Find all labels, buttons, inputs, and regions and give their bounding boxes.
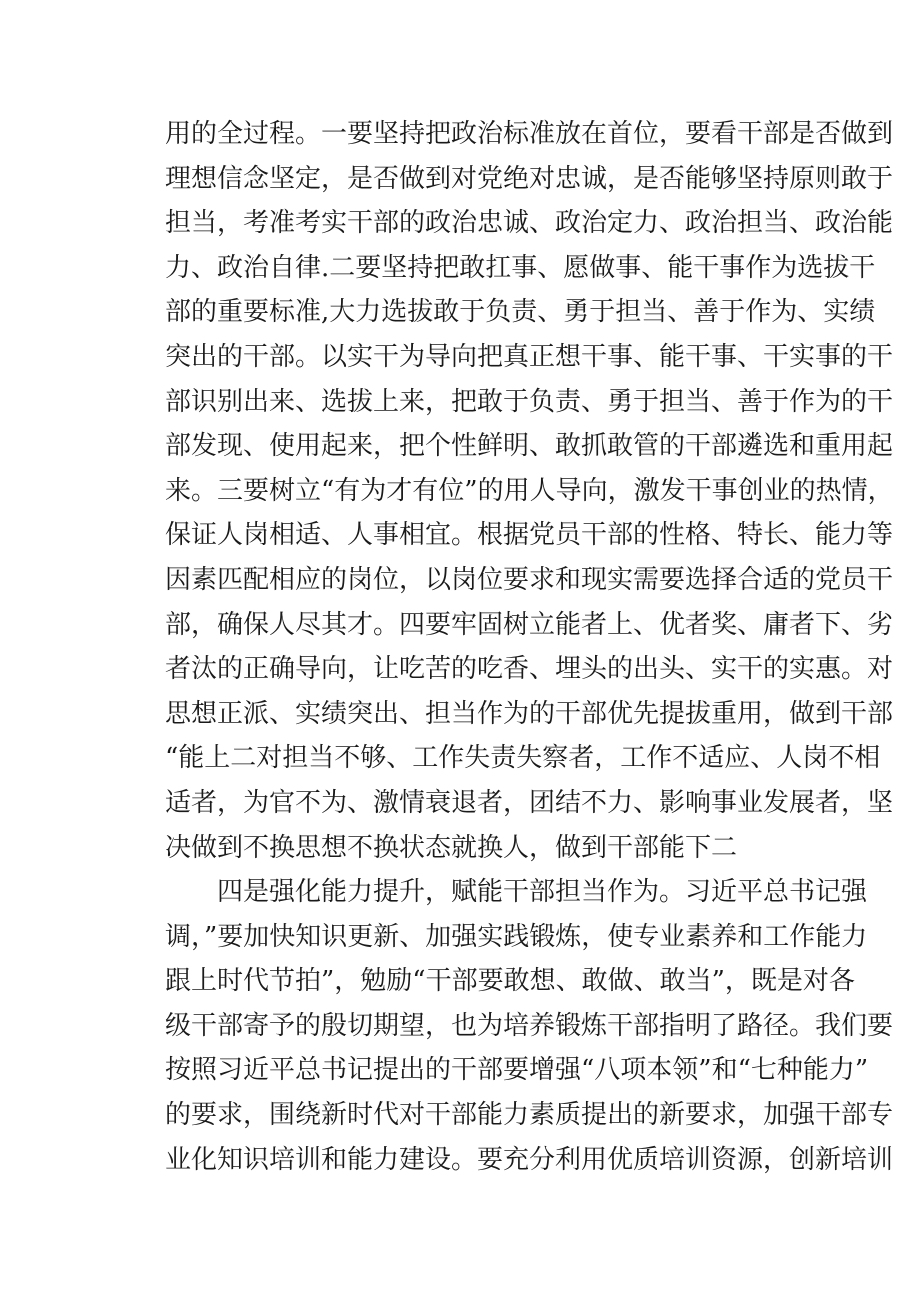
text-line: 思想正派、实绩突出、担当作为的干部优先提拔重用，做到干部 (165, 698, 894, 729)
text-line: 力、政治自律.二要坚持把敢扛事、愿做事、能干事作为选拔干 (165, 252, 876, 283)
text-line: 按照习近平总书记提出的干部要增强“八项本领”和“七种能力” (165, 1055, 869, 1086)
text-line: 决做到不换思想不换状态就换人，做到干部能下二 (165, 832, 738, 863)
text-line: 部的重要标准,大力选拔敢于负责、勇于担当、善于作为、实绩 (165, 297, 876, 328)
text-line: “能上二对担当不够、工作失责失察者，工作不适应、人岗不相 (165, 743, 881, 774)
text-line: 调，”要加快知识更新、加强实践锻炼，使专业素养和工作能力 (165, 921, 868, 952)
text-line: 的要求，围绕新时代对干部能力素质提出的新要求，加强干部专 (165, 1100, 894, 1131)
text-line: 跟上时代节拍”，勉励“干部要敢想、敢做、敢当”，既是对各 (165, 966, 855, 997)
text-line: 级干部寄予的殷切期望，也为培养锻炼干部指明了路径。我们要 (165, 1010, 894, 1041)
text-line: 适者，为官不为、激情衰退者，团结不力、影响事业发展者，坚 (165, 787, 894, 818)
text-line: 部，确保人尽其才。四要牢固树立能者上、优者奖、庸者下、劣 (165, 609, 894, 640)
text-line: 突出的干部。以实干为导向把真正想干事、能干事、干实事的干 (165, 341, 894, 372)
text-line: 保证人岗相适、人事相宜。根据党员干部的性格、特长、能力等 (165, 520, 894, 551)
text-line: 业化知识培训和能力建设。要充分利用优质培训资源，创新培训 (165, 1144, 894, 1175)
text-line: 因素匹配相应的岗位，以岗位要求和现实需要选择合适的党员干 (165, 564, 894, 595)
text-line: 担当，考准考实干部的政治忠诚、政治定力、政治担当、政治能 (165, 208, 894, 239)
text-line: 来。三要树立“有为才有位”的用人导向，激发干事创业的热情， (165, 475, 894, 506)
text-line: 理想信念坚定，是否做到对党绝对忠诚，是否能够坚持原则敢于 (165, 163, 894, 194)
paragraph-start-line: 四是强化能力提升，赋能干部担当作为。习近平总书记强 (165, 877, 868, 908)
text-line: 者汰的正确导向，让吃苦的吃香、埋头的出头、实干的实惠。对 (165, 654, 894, 685)
body-text (165, 112, 894, 1182)
text-line: 部发现、使用起来，把个性鲜明、敢抓敢管的干部遴选和重用起 (165, 431, 894, 462)
text-line: 用的全过程。一要坚持把政治标准放在首位，要看干部是否做到 (165, 119, 894, 149)
text-line: 部识别出来、选拔上来，把敢于负责、勇于担当、善于作为的干 (165, 386, 894, 417)
